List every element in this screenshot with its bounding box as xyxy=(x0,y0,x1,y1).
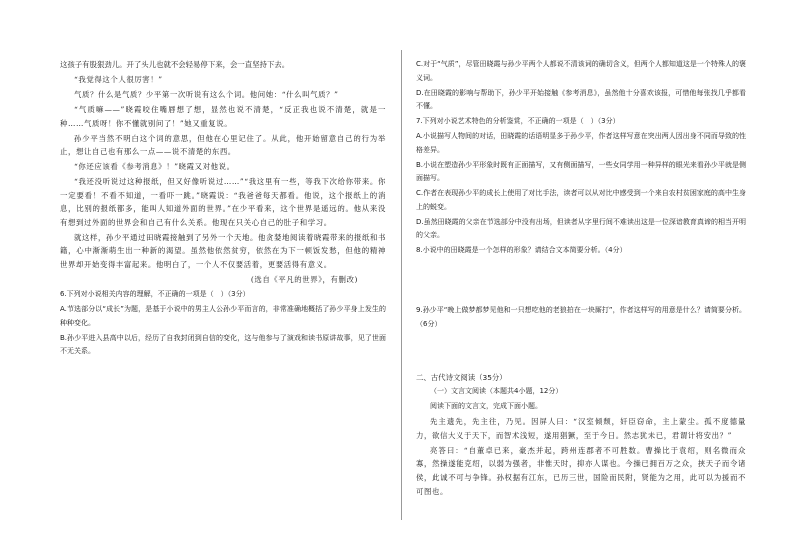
passage-paragraph-6: “我还没听说过这种报纸，但又好像听说过……”“我这里有一些，等我下次给你带来。你一定要看！不看不知道，一看吓一跳。”晓霞说：“我爸爸每天都看。他说，这个报纸上的消息，比别的报纸都多，能叫人知道外面的世界。”在少平看来，这个世界是遥远的。他从来没有想到过外面的世界会和自己有什么关系。他现在只关心自己的肚子和学习。 xyxy=(60,177,386,227)
right-paragraph-4: B.小说在塑造孙少平形象时既有正面描写，又有侧面描写，一些女同学用一种异样的眼光来看孙少平就是侧面描写。 xyxy=(416,160,746,183)
passage-paragraph-2: 气质？什么是气质？少平第一次听说有这么个词。他问她：“什么叫气质？” xyxy=(74,89,339,99)
passage-paragraph-5: “你还应该看《参考消息》！”晓霞又对他说。 xyxy=(74,162,235,172)
passage-paragraph-1: “我觉得这个人很厉害！” xyxy=(74,74,163,84)
passage-paragraph-7: 就这样，孙少平通过田晓霞接触到了另外一个天地。他贪婪地阅读着晓霞带来的报纸和书籍，心中渐渐萌生出一种新的渴望。虽然他依然贫穷，依然在为下一顿饭发愁，但他的精神世界却开始变得丰富起来。他明白了，一个人不仅要活着，更要活得有意义。 xyxy=(60,232,386,270)
right-paragraph-0: C.对于“气质”，尽管田晓霞与孙少平两个人都说不清该词的确切含义，但两个人都知道这是一个特殊人的褒义词。 xyxy=(416,60,746,82)
right-paragraph-5: C.作者在表现孙少平的成长上使用了对比手法，读者可以从对比中感受到一个来自农村贫困家庭的高中生身上的蜕变。 xyxy=(416,189,746,211)
left-column xyxy=(60,58,386,360)
right-paragraph-2: 7.下列对小说艺术特色的分析鉴赏，不正确的一项是（ ）（3分） xyxy=(416,117,620,126)
right-column xyxy=(416,58,746,500)
right-paragraph-11: 二、古代诗文阅读（35分） xyxy=(416,373,507,383)
right-paragraph-1: D.在田晓霞的影响与帮助下，孙少平开始接触《参考消息》，虽然他十分喜欢该报，可惜他每张找几乎都看不懂。 xyxy=(416,88,746,111)
right-paragraph-7: 8.小说中的田晓霞是一个怎样的形象？请结合文本简要分析。（4分） xyxy=(416,246,627,255)
passage-paragraph-0: 这孩子有股狠劲儿。开了头儿也就不会轻易停下来，会一直坚持下去。 xyxy=(60,60,290,69)
question-line-2: B.孙少平进入县高中以后，经历了自我封闭到自信的变化，这与他参与了演戏和读书原讲故事，见了世面不无关系。 xyxy=(60,333,386,356)
question-line-1: A.节选部分以“成长”为题，是基于小说中的男主人公孙少平而言的，非常准确地概括了孙少平身上发生的种种变化。 xyxy=(60,305,386,327)
source-citation: (选自《平凡的世界》，有删改) xyxy=(250,275,358,285)
column-divider xyxy=(401,50,402,520)
passage-paragraph-4: 孙少平当然不明白这个词的意思，但他在心里记住了。从此，他开始留意自己的行为举止，想让自己也有那么一点——说不清楚的东西。 xyxy=(60,133,386,157)
right-paragraph-10 xyxy=(416,347,746,355)
right-paragraph-9: 9.孙少平“晚上做梦都梦见他和一只想吃他的老狼拍在一块厮打”，作者这样写的用意是什么？请简要分析。（6分） xyxy=(416,306,746,328)
right-paragraph-8 xyxy=(416,274,746,288)
right-paragraph-12: （一）文言文阅读（本题共4小题，12分） xyxy=(430,387,563,396)
question-line-0: 6.下列对小说相关内容的理解，不正确的一项是（ ）（3分） xyxy=(60,290,250,299)
right-paragraph-13: 阅读下面的文言文，完成下面小题。 xyxy=(430,402,542,411)
passage-paragraph-3: “气质嘛——”晓霞咬住嘴唇想了想，显然也说不清楚，“反正我也说不清楚，就是一种……气质呀！你不懂就别问了！”她又重复说。 xyxy=(60,104,386,128)
right-paragraph-3: A.小说描写人物间的对话，田晓霞的话语明显多于孙少平，作者这样写意在突出两人因出身不同而导致的性格差异。 xyxy=(416,132,746,154)
right-paragraph-15: 亮答曰：“自董卓已来，豪杰并起，跨州连郡者不可胜数。曹操比于袁绍，则名微而众寡，然操遂能克绍，以弱为强者，非惟天时，抑亦人谋也。今操已拥百万之众，挟天子而令诸侯，此诚不可与争锋。孙权据有江东，已历三世，国险而民附，贤能为之用，此可以为援而不可图也。 xyxy=(416,445,746,496)
right-paragraph-14: 先主遗先，先主往，乃见。因屏人曰：“汉室倾颓，奸臣窃命，主上蒙尘。孤不度德量力，欲信大义于天下，而智术浅短，遂用猖獗，至于今日。然志犹未已，君谓计将安出？” xyxy=(416,417,746,440)
right-paragraph-6: D.虽然田晓霞的父亲在节选部分中没有出场，但读者从字里行间不难读出这是一位深谙教育真谛的相当开明的父亲。 xyxy=(416,217,746,240)
